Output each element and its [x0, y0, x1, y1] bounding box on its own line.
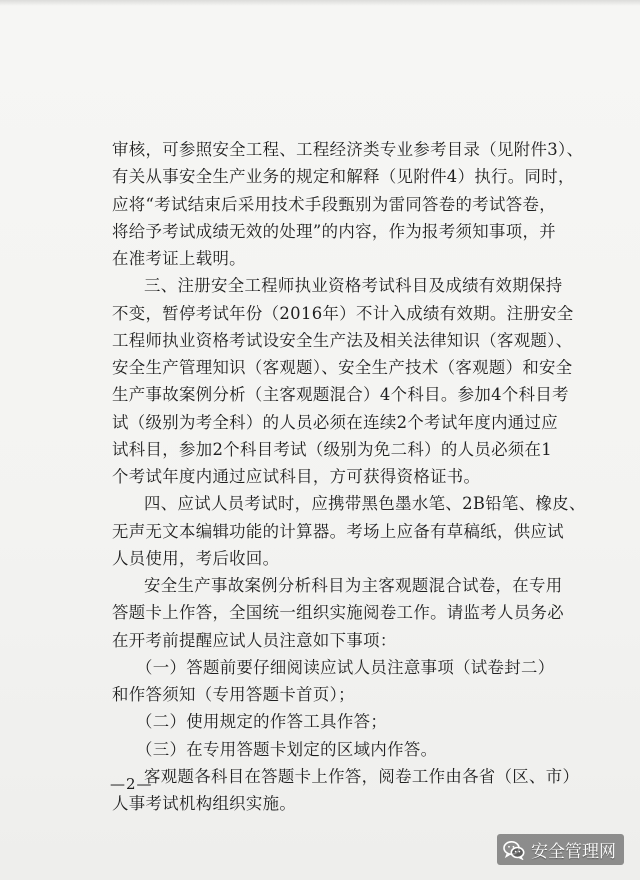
body-line-7: 不变，暂停考试年份（2016年）不计入成绩有效期。注册安全: [112, 303, 574, 323]
body-line-25: 人事考试机构组织实施。: [112, 794, 297, 813]
section-three-heading-line: 三、注册安全工程师执业资格考试科目及成绩有效期保持: [144, 276, 563, 296]
body-line-21: 和作答须知（专用答题卡首页）；: [112, 685, 355, 704]
document-body: [112, 136, 586, 817]
body-line-13: 个考试年度内通过应试科目，方可获得资格证书。: [112, 467, 481, 486]
watermark: [497, 834, 624, 865]
section-four-heading-line: 四、应试人员考试时，应携带黑色墨水笔、2B铅笔、橡皮、: [144, 494, 586, 514]
body-line-12: 试科目，参加2个科目考试（级别为免二科）的人员必须在1: [112, 439, 553, 459]
list-item-two-line: （二）使用规定的作答工具作答；: [136, 712, 388, 732]
body-line-5: 在准考证上载明。: [112, 249, 246, 268]
body-line-16: 人员使用，考后收回。: [112, 548, 280, 568]
page-number: —2—: [110, 775, 153, 793]
wechat-icon: [503, 840, 525, 860]
body-line-3: 应将“考试结束后采用技术手段甄别为雷同答卷的考试答卷，: [112, 194, 556, 214]
paragraph-objective-line: 客观题各科目在答题卡上作答，阅卷工作由各省（区、市）: [144, 766, 580, 786]
body-line-2: 有关从事安全生产业务的规定和解释（见附件4）执行。同时，: [112, 167, 575, 187]
body-line-11: 试（级别为考全科）的人员必须在连续2个考试年度内通过应: [112, 412, 559, 432]
page-edge-shadow: [0, 0, 640, 6]
body-line-4: 将给予考试成绩无效的处理”的内容，作为报考须知事项，并: [112, 221, 556, 241]
list-item-one-line: （一）答题前要仔细阅读应试人员注意事项（试卷封二）: [136, 657, 555, 677]
body-line-15: 无声无文本编辑功能的计算器。考场上应备有草稿纸，供应试: [112, 521, 564, 541]
body-line-8: 工程师执业资格考试设安全生产法及相关法律知识（客观题）、: [112, 330, 573, 350]
body-line-9: 安全生产管理知识（客观题）、安全生产技术（客观题）和安全: [112, 358, 573, 377]
list-item-three-line: （三）在专用答题卡划定的区域内作答。: [136, 739, 438, 759]
body-line-1: 审核，可参照安全工程、工程经济类专业参考目录（见附件3）、: [112, 140, 584, 159]
watermark-text: 安全管理网: [531, 842, 616, 862]
paragraph-case-analysis-line: 安全生产事故案例分析科目为主客观题混合试卷，在专用: [144, 576, 563, 595]
body-line-10: 生产事故案例分析（主客观题混合）4个科目。参加4个科目考: [112, 385, 569, 405]
body-line-18: 答题卡上作答，全国统一组织实施阅卷工作。请监考人员务必: [112, 603, 564, 623]
body-line-19: 在开考前提醒应试人员注意如下事项：: [112, 630, 397, 650]
